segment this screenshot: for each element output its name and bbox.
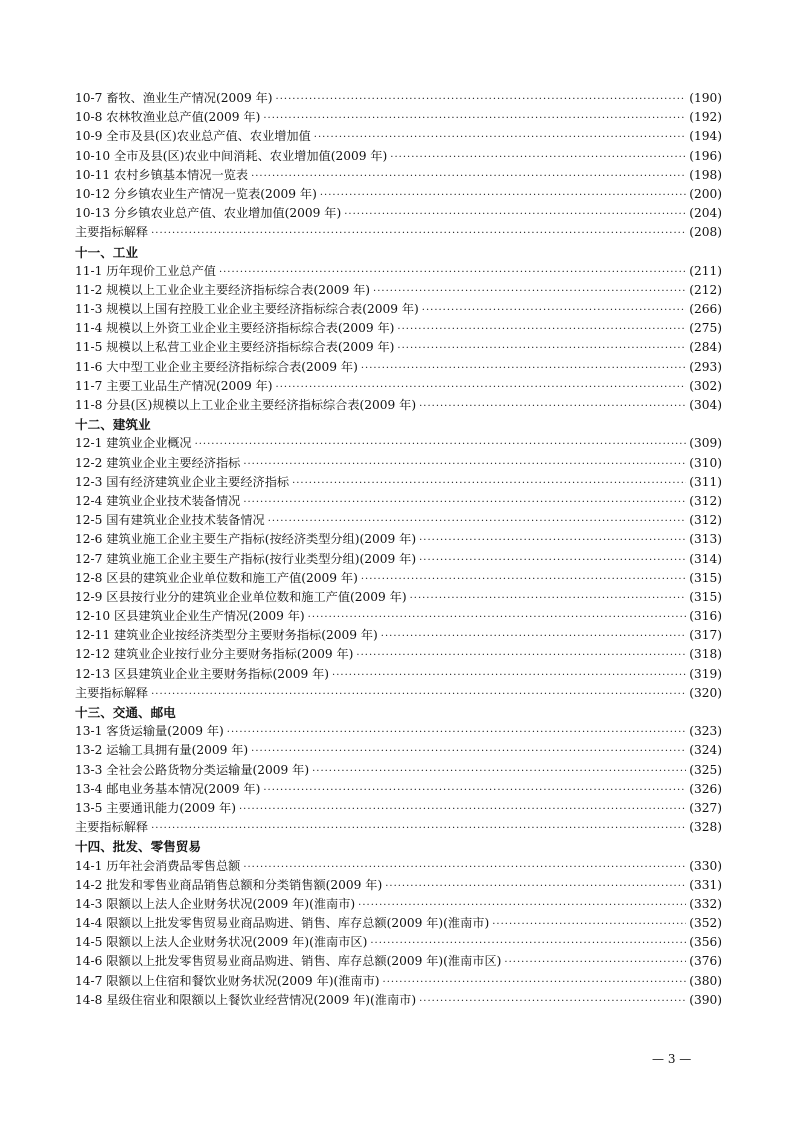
toc-entry-page: (326)	[689, 781, 722, 796]
toc-entry[interactable]	[75, 454, 722, 473]
toc-entry[interactable]	[75, 761, 722, 780]
toc-entry-title: 13-3 全社会公路货物分类运输量(2009 年)	[75, 762, 310, 777]
toc-entry[interactable]	[75, 396, 722, 415]
toc-entry[interactable]	[75, 89, 722, 108]
toc-entry-title: 10-11 农村乡镇基本情况一览表	[75, 167, 249, 182]
toc-entry[interactable]	[75, 473, 722, 492]
toc-entry-page: (190)	[689, 91, 722, 105]
toc-entry-title: 12-12 建筑业企业按行业分主要财务指标(2009 年)	[75, 647, 354, 662]
dot-leader	[356, 646, 686, 665]
toc-entry-page: (312)	[689, 513, 722, 528]
toc-entry-page: (319)	[689, 666, 722, 681]
toc-entry-page: (315)	[689, 589, 722, 604]
toc-entry-title: 11-3 规模以上国有控股工业企业主要经济指标综合表(2009 年)	[75, 302, 419, 317]
toc-entry[interactable]	[75, 684, 722, 703]
toc-entry-page: (310)	[689, 455, 722, 470]
dot-leader	[381, 627, 686, 646]
toc-entry-page: (194)	[689, 129, 722, 144]
toc-entry[interactable]	[75, 914, 722, 933]
toc-entry-title: 14-6 限额以上批发零售贸易业商品购进、销售、库存总额(2009 年)(淮南市区)	[75, 954, 502, 969]
toc-entry[interactable]	[75, 991, 722, 1010]
toc-entry-page: (313)	[689, 532, 722, 547]
dot-leader	[308, 608, 687, 627]
dot-leader	[419, 992, 686, 1011]
toc-entry-title: 10-9 全市及县(区)农业总产值、农业增加值	[75, 129, 311, 144]
section-heading: 十一、工业	[75, 244, 138, 260]
dot-leader	[314, 128, 686, 147]
toc-entry-page: (328)	[689, 820, 722, 835]
toc-entry-page: (311)	[689, 474, 722, 489]
toc-entry-page: (327)	[689, 800, 722, 815]
toc-entry-page: (284)	[689, 340, 722, 355]
toc-entry[interactable]	[75, 185, 722, 204]
toc-entry[interactable]	[75, 741, 722, 760]
toc-entry-page: (304)	[689, 398, 722, 412]
toc-entry-title: 10-12 分乡镇农业生产情况一览表(2009 年)	[75, 186, 317, 201]
dot-leader	[251, 742, 686, 761]
dot-leader	[410, 589, 687, 608]
toc-entry[interactable]	[75, 108, 722, 127]
dot-leader	[492, 915, 686, 934]
dot-leader	[263, 109, 686, 128]
toc-entry-title: 13-1 客货运输量(2009 年)	[75, 724, 224, 739]
toc-entry-page: (275)	[689, 321, 722, 336]
toc-entry[interactable]	[75, 204, 722, 223]
toc-entry[interactable]	[75, 530, 722, 549]
toc-entry-page: (330)	[689, 858, 722, 873]
toc-entry[interactable]	[75, 952, 722, 971]
toc-entry-page: (356)	[689, 935, 722, 950]
toc-entry[interactable]	[75, 377, 722, 396]
toc-entry[interactable]	[75, 223, 722, 242]
toc-entry[interactable]	[75, 818, 722, 837]
dot-leader	[312, 762, 686, 781]
toc-entry-page: (204)	[689, 206, 722, 221]
dot-leader	[419, 397, 686, 416]
dot-leader	[361, 359, 686, 378]
toc-entry-title: 11-7 主要工业品生产情况(2009 年)	[75, 378, 273, 393]
dot-leader	[320, 186, 686, 205]
dot-leader	[239, 800, 686, 819]
dot-leader	[276, 90, 687, 109]
toc-entry-title: 11-4 规模以上外资工业企业主要经济指标综合表(2009 年)	[75, 321, 395, 336]
toc-entry-title: 主要指标解释	[75, 225, 149, 240]
toc-entry[interactable]	[75, 338, 722, 357]
toc-entry-page: (211)	[689, 263, 722, 278]
toc-entry-page: (212)	[689, 282, 722, 297]
page-number: — 3 —	[652, 1052, 692, 1066]
toc-entry-title: 13-4 邮电业务基本情况(2009 年)	[75, 781, 261, 796]
dot-leader	[243, 455, 686, 474]
dot-leader	[373, 282, 686, 301]
toc-entry[interactable]	[75, 857, 722, 876]
dot-leader	[422, 301, 686, 320]
toc-entry-page: (293)	[689, 359, 722, 374]
toc-entry[interactable]	[75, 147, 722, 166]
dot-leader	[385, 877, 686, 896]
dot-leader	[390, 148, 686, 167]
toc-entry-page: (352)	[689, 916, 722, 931]
dot-leader	[243, 858, 686, 877]
dot-leader	[344, 205, 686, 224]
toc-entry[interactable]	[75, 550, 722, 569]
toc-entry-page: (324)	[689, 743, 722, 758]
toc-entry-page: (318)	[689, 647, 722, 662]
toc-entry[interactable]	[75, 434, 722, 453]
toc-entry-page: (316)	[689, 609, 722, 624]
toc-entry[interactable]	[75, 665, 722, 684]
toc-entry-title: 12-8 区县的建筑业企业单位数和施工产值(2009 年)	[75, 570, 358, 585]
toc-entry-page: (390)	[689, 992, 722, 1007]
toc-entry[interactable]	[75, 166, 722, 185]
dot-leader	[151, 685, 686, 704]
toc-entry-page: (331)	[689, 877, 722, 892]
dot-leader	[292, 474, 686, 493]
toc-entry-title: 12-6 建筑业施工企业主要生产指标(按经济类型分组)(2009 年)	[75, 532, 417, 547]
toc-entry[interactable]	[75, 358, 722, 377]
toc-entry-title: 14-4 限额以上批发零售贸易业商品购进、销售、库存总额(2009 年)(淮南市)	[75, 916, 490, 931]
toc-entry-title: 13-5 主要通讯能力(2009 年)	[75, 800, 236, 815]
dot-leader	[419, 551, 686, 570]
table-of-contents	[75, 89, 722, 1010]
toc-entry-title: 10-13 分乡镇农业总产值、农业增加值(2009 年)	[75, 206, 342, 221]
section-heading: 十二、建筑业	[75, 417, 151, 433]
toc-entry-title: 12-1 建筑业企业概况	[75, 436, 192, 451]
toc-entry[interactable]	[75, 492, 722, 511]
toc-entry-title: 主要指标解释	[75, 685, 149, 700]
toc-entry-title: 14-3 限额以上法人企业财务状况(2009 年)(淮南市)	[75, 896, 356, 911]
toc-entry-title: 14-7 限额以上住宿和餐饮业财务状况(2009 年)(淮南市)	[75, 973, 380, 988]
dot-leader	[151, 819, 686, 838]
toc-entry-title: 14-1 历年社会消费品零售总额	[75, 858, 241, 873]
toc-entry-page: (317)	[689, 628, 722, 643]
toc-entry[interactable]	[75, 127, 722, 146]
toc-entry-title: 12-11 建筑业企业按经济类型分主要财务指标(2009 年)	[75, 628, 378, 643]
toc-entry-title: 12-3 国有经济建筑业企业主要经济指标	[75, 474, 290, 489]
toc-entry-title: 13-2 运输工具拥有量(2009 年)	[75, 743, 249, 758]
toc-entry-title: 主要指标解释	[75, 820, 149, 835]
toc-entry[interactable]	[75, 895, 722, 914]
toc-entry-page: (266)	[689, 302, 722, 317]
dot-leader	[195, 435, 687, 454]
toc-entry[interactable]	[75, 780, 722, 799]
toc-entry-page: (192)	[689, 110, 722, 125]
dot-leader	[151, 224, 686, 243]
toc-entry[interactable]	[75, 972, 722, 991]
toc-entry-title: 11-1 历年现价工业总产值	[75, 263, 216, 278]
dot-leader	[370, 934, 686, 953]
toc-entry-page: (325)	[689, 762, 722, 777]
dot-leader	[397, 339, 686, 358]
dot-leader	[419, 531, 686, 550]
dot-leader	[383, 973, 687, 992]
toc-entry-page: (198)	[689, 167, 722, 182]
toc-entry-title: 12-10 区县建筑业企业生产情况(2009 年)	[75, 609, 305, 624]
toc-entry-title: 14-2 批发和零售业商品销售总额和分类销售额(2009 年)	[75, 877, 383, 892]
toc-entry-title: 12-9 区县按行业分的建筑业企业单位数和施工产值(2009 年)	[75, 589, 407, 604]
toc-entry[interactable]	[75, 626, 722, 645]
toc-entry-title: 10-7 畜牧、渔业生产情况(2009 年)	[75, 91, 273, 105]
toc-entry-page: (312)	[689, 493, 722, 508]
toc-entry-title: 12-4 建筑业企业技术装备情况	[75, 493, 241, 508]
toc-entry[interactable]	[75, 645, 722, 664]
toc-entry-page: (323)	[689, 724, 722, 739]
toc-entry-title: 12-5 国有建筑业企业技术装备情况	[75, 513, 265, 528]
dot-leader	[358, 896, 686, 915]
toc-entry-title: 11-5 规模以上私营工业企业主要经济指标综合表(2009 年)	[75, 340, 395, 355]
dot-leader	[504, 953, 686, 972]
dot-leader	[263, 781, 686, 800]
toc-entry-title: 12-7 建筑业施工企业主要生产指标(按行业类型分组)(2009 年)	[75, 551, 417, 566]
toc-entry-title: 10-8 农林牧渔业总产值(2009 年)	[75, 110, 261, 125]
toc-entry-page: (332)	[689, 896, 722, 911]
toc-entry-title: 12-13 区县建筑业企业主要财务指标(2009 年)	[75, 666, 330, 681]
toc-entry[interactable]	[75, 569, 722, 588]
toc-entry[interactable]	[75, 511, 722, 530]
toc-entry[interactable]	[75, 262, 722, 281]
toc-entry-page: (380)	[689, 973, 722, 988]
toc-entry-page: (200)	[689, 186, 722, 201]
dot-leader	[332, 666, 686, 685]
dot-leader	[243, 493, 686, 512]
section-heading: 十四、批发、零售贸易	[75, 839, 201, 855]
dot-leader	[361, 570, 686, 589]
toc-entry[interactable]	[75, 722, 722, 741]
toc-entry-page: (376)	[689, 954, 722, 969]
dot-leader	[227, 723, 686, 742]
toc-entry-title: 14-5 限额以上法人企业财务状况(2009 年)(淮南市区)	[75, 935, 368, 950]
toc-entry-page: (309)	[689, 436, 722, 451]
toc-entry[interactable]	[75, 300, 722, 319]
dot-leader	[276, 378, 687, 397]
toc-entry-title: 12-2 建筑业企业主要经济指标	[75, 455, 241, 470]
toc-entry-title: 11-8 分县(区)规模以上工业企业主要经济指标综合表(2009 年)	[75, 398, 417, 412]
toc-entry-title: 11-6 大中型工业企业主要经济指标综合表(2009 年)	[75, 359, 358, 374]
toc-entry-page: (315)	[689, 570, 722, 585]
toc-entry-page: (320)	[689, 685, 722, 700]
dot-leader	[251, 167, 686, 186]
toc-entry-page: (208)	[689, 225, 722, 240]
toc-entry-title: 10-10 全市及县(区)农业中间消耗、农业增加值(2009 年)	[75, 148, 388, 163]
toc-entry[interactable]	[75, 876, 722, 895]
toc-entry-page: (302)	[689, 378, 722, 393]
section-heading: 十三、交通、邮电	[75, 705, 176, 720]
toc-entry[interactable]	[75, 588, 722, 607]
toc-entry[interactable]	[75, 281, 722, 300]
toc-entry-page: (314)	[689, 551, 722, 566]
dot-leader	[397, 320, 686, 339]
toc-entry[interactable]	[75, 319, 722, 338]
dot-leader	[268, 512, 687, 531]
toc-entry-page: (196)	[689, 148, 722, 163]
toc-entry-title: 14-8 星级住宿业和限额以上餐饮业经营情况(2009 年)(淮南市)	[75, 992, 417, 1007]
toc-entry[interactable]	[75, 799, 722, 818]
dot-leader	[219, 263, 686, 282]
toc-entry[interactable]	[75, 607, 722, 626]
toc-entry-title: 11-2 规模以上工业企业主要经济指标综合表(2009 年)	[75, 282, 371, 297]
toc-entry[interactable]	[75, 933, 722, 952]
